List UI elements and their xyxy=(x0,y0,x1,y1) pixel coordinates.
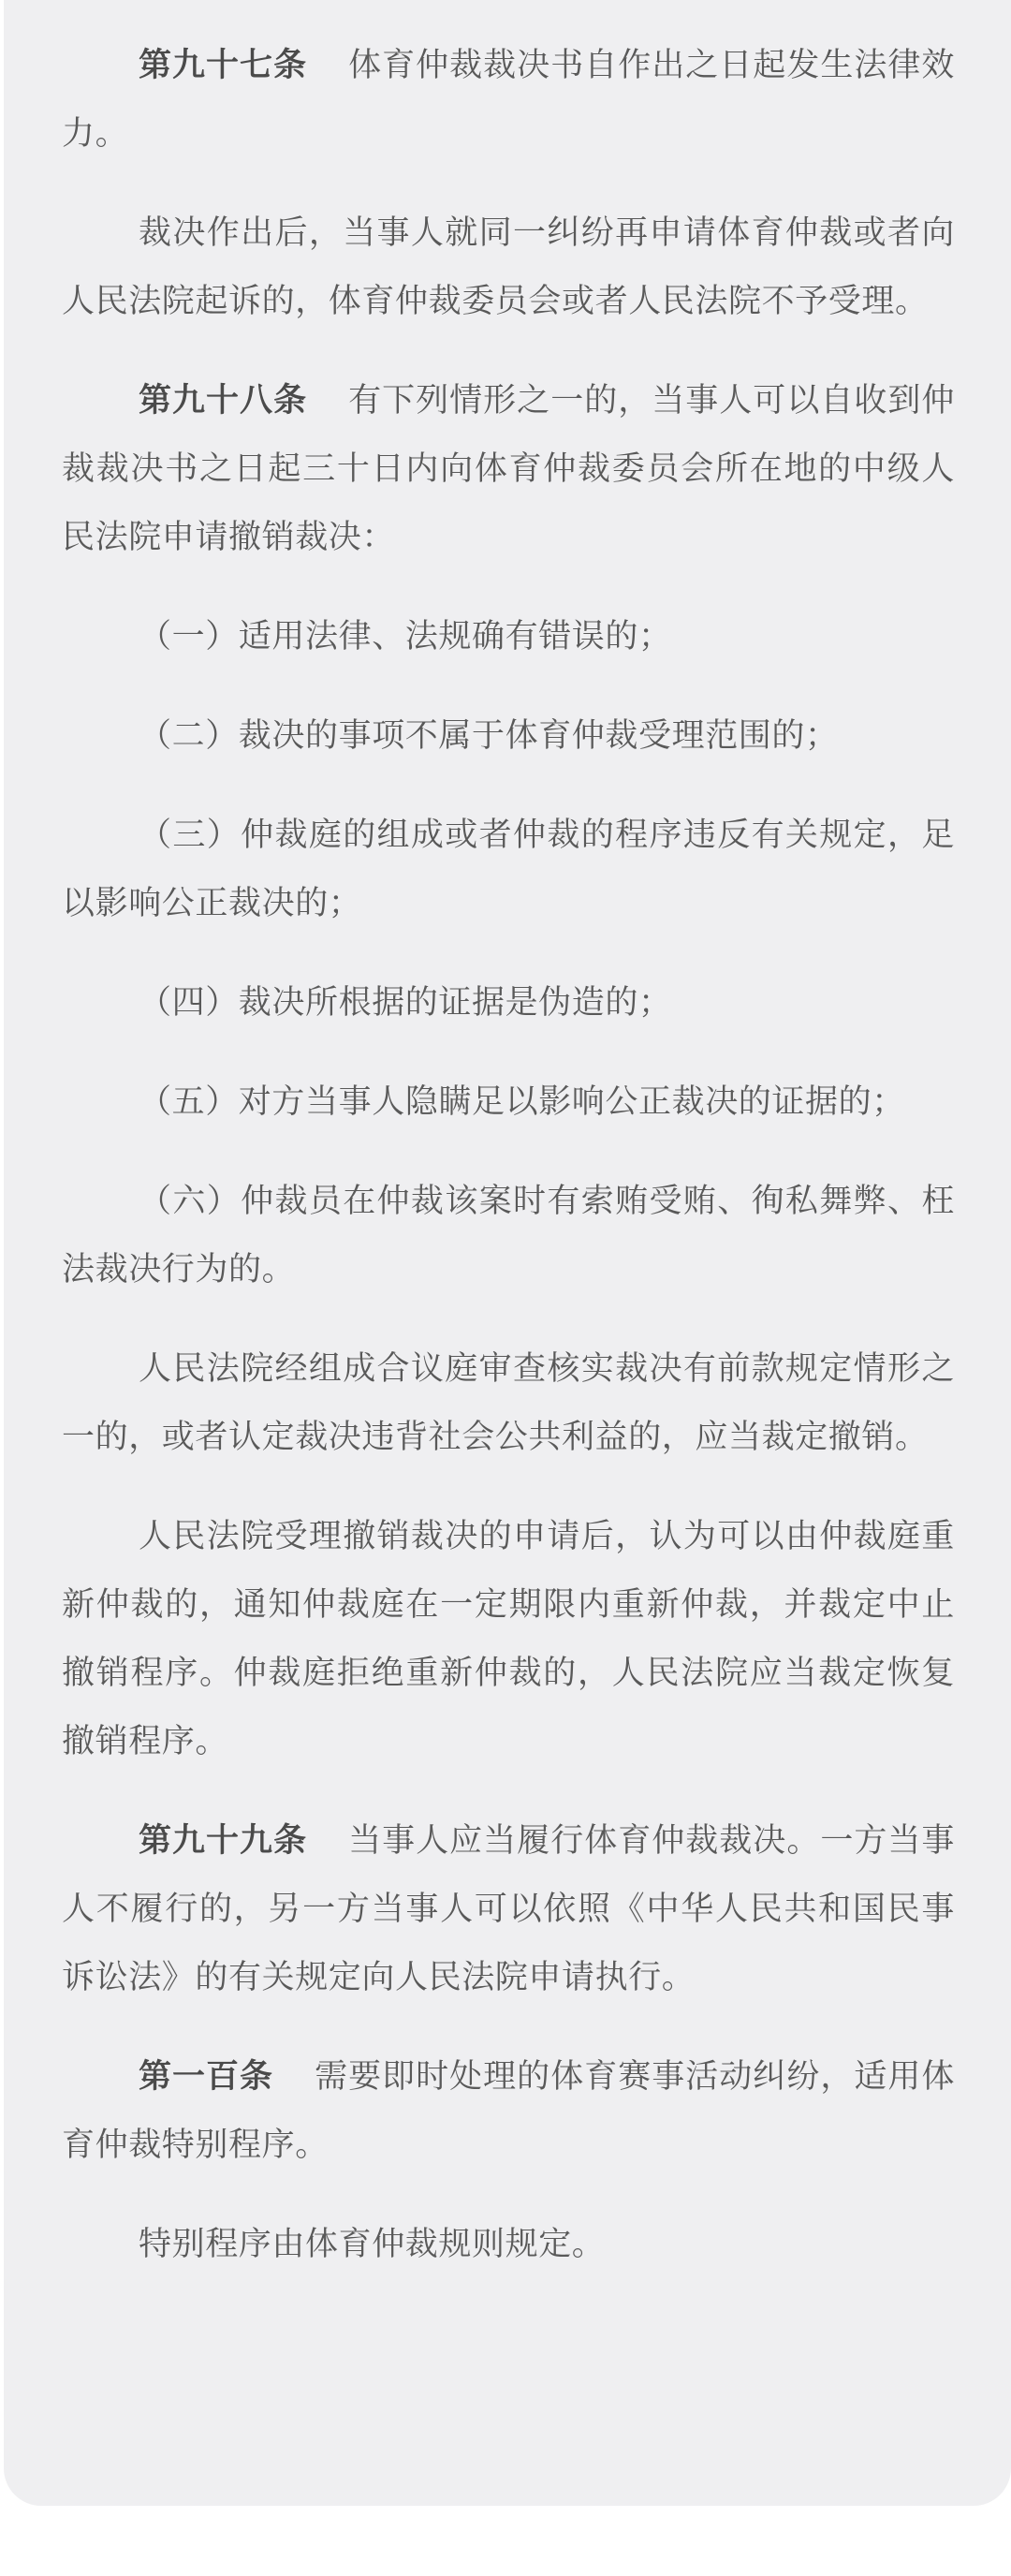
law-text-card xyxy=(4,0,1011,2506)
list-item xyxy=(62,1068,955,1137)
paragraph-text: 有下列情形之一的，当事人可以自收到仲裁裁决书之日起三十日内向体育仲裁委员会所在地的中级人民法院申请撤销裁决： xyxy=(62,382,955,556)
paragraph xyxy=(62,2211,955,2279)
paragraph-text: 裁决作出后，当事人就同一纠纷再申请体育仲裁或者向人民法院起诉的，体育仲裁委员会或者人民法院不予受理。 xyxy=(62,214,955,320)
paragraph xyxy=(62,1503,955,1776)
paragraph-text: 人民法院经组成合议庭审查核实裁决有前款规定情形之一的，或者认定裁决违背社会公共利益的，应当裁定撤销。 xyxy=(62,1350,955,1456)
paragraph-text: （四）裁决所根据的证据是伪造的； xyxy=(139,984,672,1022)
paragraph-text: （二）裁决的事项不属于体育仲裁受理范围的； xyxy=(139,717,839,755)
paragraph-text: 特别程序由体育仲裁规则规定。 xyxy=(139,2226,606,2263)
list-item xyxy=(62,603,955,671)
paragraph-article-97 xyxy=(62,32,955,169)
paragraph-article-99 xyxy=(62,1807,955,2012)
list-item xyxy=(62,969,955,1038)
list-item xyxy=(62,1168,955,1304)
paragraph-text: （一）适用法律、法规确有错误的； xyxy=(139,618,672,655)
paragraph-text: 当事人应当履行体育仲裁裁决。一方当事人不履行的，另一方当事人可以依照《中华人民共和国民事诉讼法》的有关规定向人民法院申请执行。 xyxy=(62,1822,955,1996)
paragraph-text: 人民法院受理撤销裁决的申请后，认为可以由仲裁庭重新仲裁的，通知仲裁庭在一定期限内重新仲裁，并裁定中止撤销程序。仲裁庭拒绝重新仲裁的，人民法院应当裁定恢复撤销程序。 xyxy=(62,1518,955,1760)
paragraph-article-100 xyxy=(62,2043,955,2180)
list-item xyxy=(62,802,955,938)
list-item xyxy=(62,702,955,771)
paragraph-article-98 xyxy=(62,367,955,572)
article-number: 第九十九条 xyxy=(139,1822,308,1860)
paragraph-text: （五）对方当事人隐瞒足以影响公正裁决的证据的； xyxy=(139,1083,905,1121)
paragraph-text: 需要即时处理的体育赛事活动纠纷，适用体育仲裁特别程序。 xyxy=(62,2058,955,2164)
paragraph-text: （六）仲裁员在仲裁该案时有索贿受贿、徇私舞弊、枉法裁决行为的。 xyxy=(62,1183,955,1288)
article-number: 第九十七条 xyxy=(139,47,308,84)
paragraph xyxy=(62,1335,955,1472)
article-number: 第一百条 xyxy=(139,2058,274,2096)
paragraph xyxy=(62,199,955,336)
paragraph-text: （三）仲裁庭的组成或者仲裁的程序违反有关规定，足以影响公正裁决的； xyxy=(62,817,955,922)
paragraph-text: 体育仲裁裁决书自作出之日起发生法律效力。 xyxy=(62,47,955,153)
article-number: 第九十八条 xyxy=(139,382,308,420)
